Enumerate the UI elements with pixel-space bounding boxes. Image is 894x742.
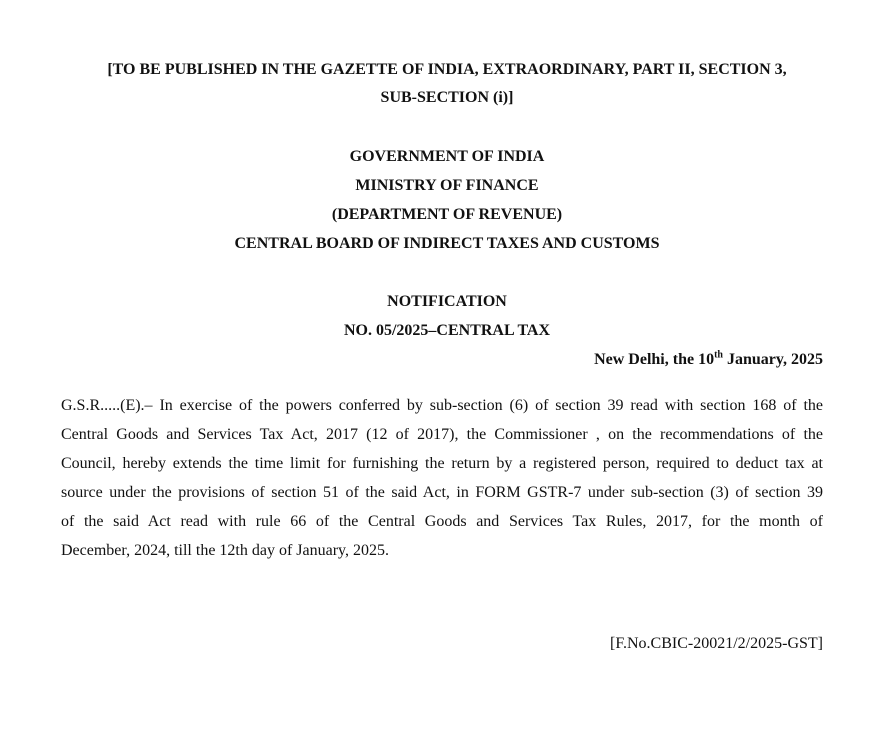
gazette-publication-line-2: SUB-SECTION (i)] (380, 89, 514, 106)
notification-heading: NOTIFICATION (387, 293, 507, 310)
body-line: source under the provisions of section 51 of the said Act, in FORM GSTR-7 under sub-section (3) of section 39 (61, 484, 823, 501)
body-line: of the said Act read with rule 66 of the Central Goods and Services Tax Rules, 2017, for the month of (61, 513, 823, 530)
body-line: Central Goods and Services Tax Act, 2017 (12 of 2017), the Commissioner , on the recommendations of the (61, 426, 823, 443)
board-heading: CENTRAL BOARD OF INDIRECT TAXES AND CUSTOMS (234, 235, 660, 252)
government-heading: GOVERNMENT OF INDIA (349, 148, 545, 165)
ministry-heading: MINISTRY OF FINANCE (355, 177, 539, 194)
place-date-prefix: New Delhi, the 10 (594, 351, 715, 368)
body-line: Council, hereby extends the time limit for furnishing the return by a registered person, required to deduct tax at (61, 455, 823, 472)
gazette-publication-line-1: [TO BE PUBLISHED IN THE GAZETTE OF INDIA, EXTRAORDINARY, PART II, SECTION 3, (107, 61, 787, 78)
place-and-date (594, 350, 823, 370)
place-date-suffix: January, 2025 (722, 351, 823, 368)
file-number: [F.No.CBIC-20021/2/2025-GST] (610, 635, 823, 652)
body-line: G.S.R.....(E).– In exercise of the powers conferred by sub-section (6) of section 39 read with section 168 of the (61, 397, 823, 414)
body-line: December, 2024, till the 12th day of January, 2025. (61, 542, 390, 559)
notification-body-paragraph (61, 391, 823, 565)
department-heading: (DEPARTMENT OF REVENUE) (331, 206, 563, 223)
place-date-ordinal: th (714, 349, 723, 361)
notification-number: NO. 05/2025–CENTRAL TAX (343, 322, 551, 339)
